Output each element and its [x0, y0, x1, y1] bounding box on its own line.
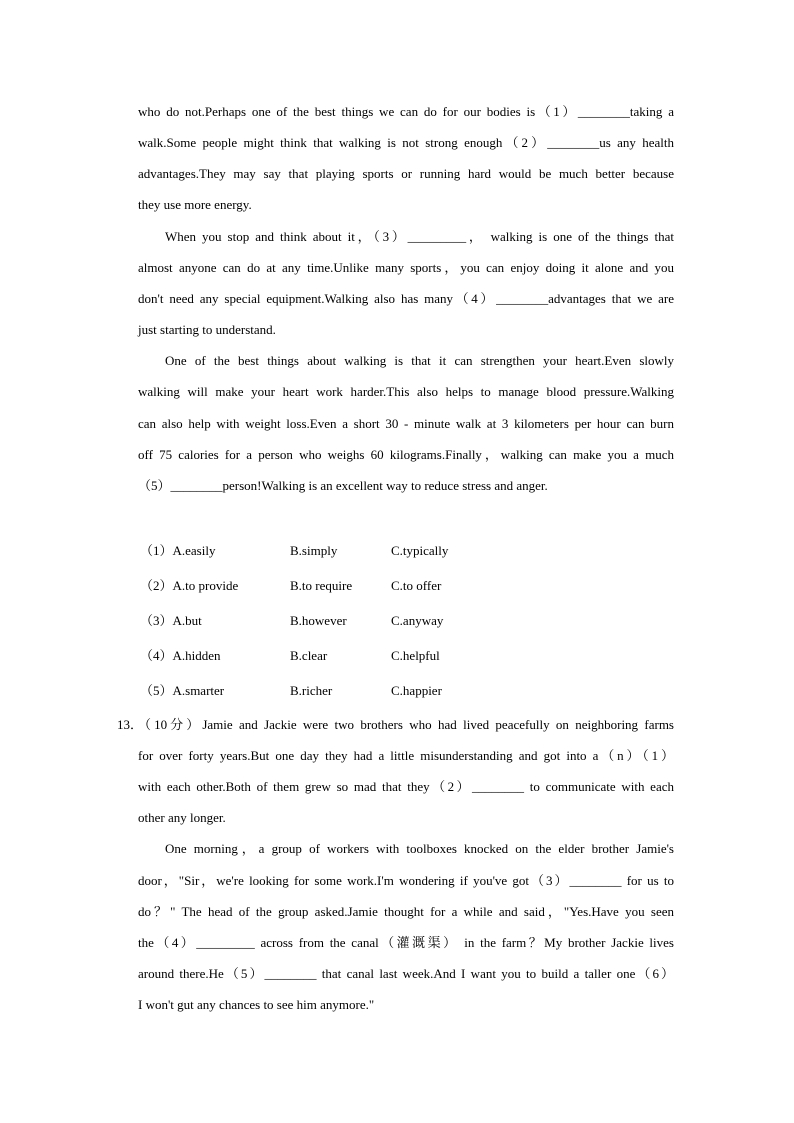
passage-line: don't need any special equipment.Walking also has many（4）________advantages that we are: [138, 291, 674, 306]
passage-line: One morning，a group of workers with toolboxes knocked on the elder brother Jamie's: [165, 841, 674, 856]
passage-line: other any longer.: [138, 810, 226, 825]
passage-line: I won't gut any chances to see him anymore.": [138, 997, 375, 1012]
question-number: 13．: [117, 717, 144, 732]
passage-line: who do not.Perhaps one of the best things we can do for our bodies is（1）________taking a: [138, 104, 674, 119]
option-a: （2）A.to provide: [140, 578, 239, 593]
passage-line: When you stop and think about it，（3）_________， walking is one of the things that: [165, 229, 674, 244]
passage-line: advantages.They may say that playing sports or running hard would be much better because: [138, 166, 674, 181]
option-a: （5）A.smarter: [140, 683, 225, 698]
passage-line: （5）________person!Walking is an excellent way to reduce stress and anger.: [138, 478, 548, 493]
passage-line: with each other.Both of them grew so mad that they（2）________ to communicate with each: [138, 779, 674, 794]
passage-line: the（4）_________ across from the canal（灌溉渠） in the farm？My brother Jackie lives: [138, 935, 674, 950]
passage-line: off 75 calories for a person who weighs 60 kilograms.Finally，walking can make you a much: [138, 447, 674, 462]
option-c: C.to offer: [391, 578, 442, 593]
passage-line: One of the best things about walking is that it can strengthen your heart.Even slowly: [165, 353, 674, 368]
passage-line: do？" The head of the group asked.Jamie thought for a while and said，"Yes.Have you seen: [138, 904, 674, 919]
passage-line: for over forty years.But one day they had a little misunderstanding and got into a（n）（1）: [138, 748, 674, 763]
passage-line: （10分）Jamie and Jackie were two brothers who had lived peacefully on neighboring farms: [138, 717, 674, 732]
option-b: B.however: [290, 613, 347, 628]
passage-line: walk.Some people might think that walking is not strong enough（2）________us any health: [138, 135, 674, 150]
option-a: （3）A.but: [140, 613, 202, 628]
passage-line: almost anyone can do at any time.Unlike many sports，you can enjoy doing it alone and you: [138, 260, 674, 275]
passage-line: walking will make your heart work harder.This also helps to manage blood pressure.Walking: [138, 384, 674, 399]
option-b: B.simply: [290, 543, 338, 558]
option-c: C.helpful: [391, 648, 440, 663]
option-c: C.typically: [391, 543, 449, 558]
passage-line: door，"Sir，we're looking for some work.I'm wondering if you've got（3）________ for us to: [138, 873, 674, 888]
option-c: C.happier: [391, 683, 442, 698]
passage-line: they use more energy.: [138, 197, 252, 212]
option-b: B.richer: [290, 683, 333, 698]
passage-line: around there.He（5）________ that canal last week.And I want you to build a taller one（6）: [138, 966, 674, 981]
option-c: C.anyway: [391, 613, 444, 628]
passage-line: can also help with weight loss.Even a short 30 - minute walk at 3 kilometers per hour can burn: [138, 416, 674, 431]
option-a: （4）A.hidden: [140, 648, 221, 663]
option-b: B.to require: [290, 578, 353, 593]
option-b: B.clear: [290, 648, 328, 663]
passage-line: just starting to understand.: [138, 322, 276, 337]
option-a: （1）A.easily: [140, 543, 216, 558]
